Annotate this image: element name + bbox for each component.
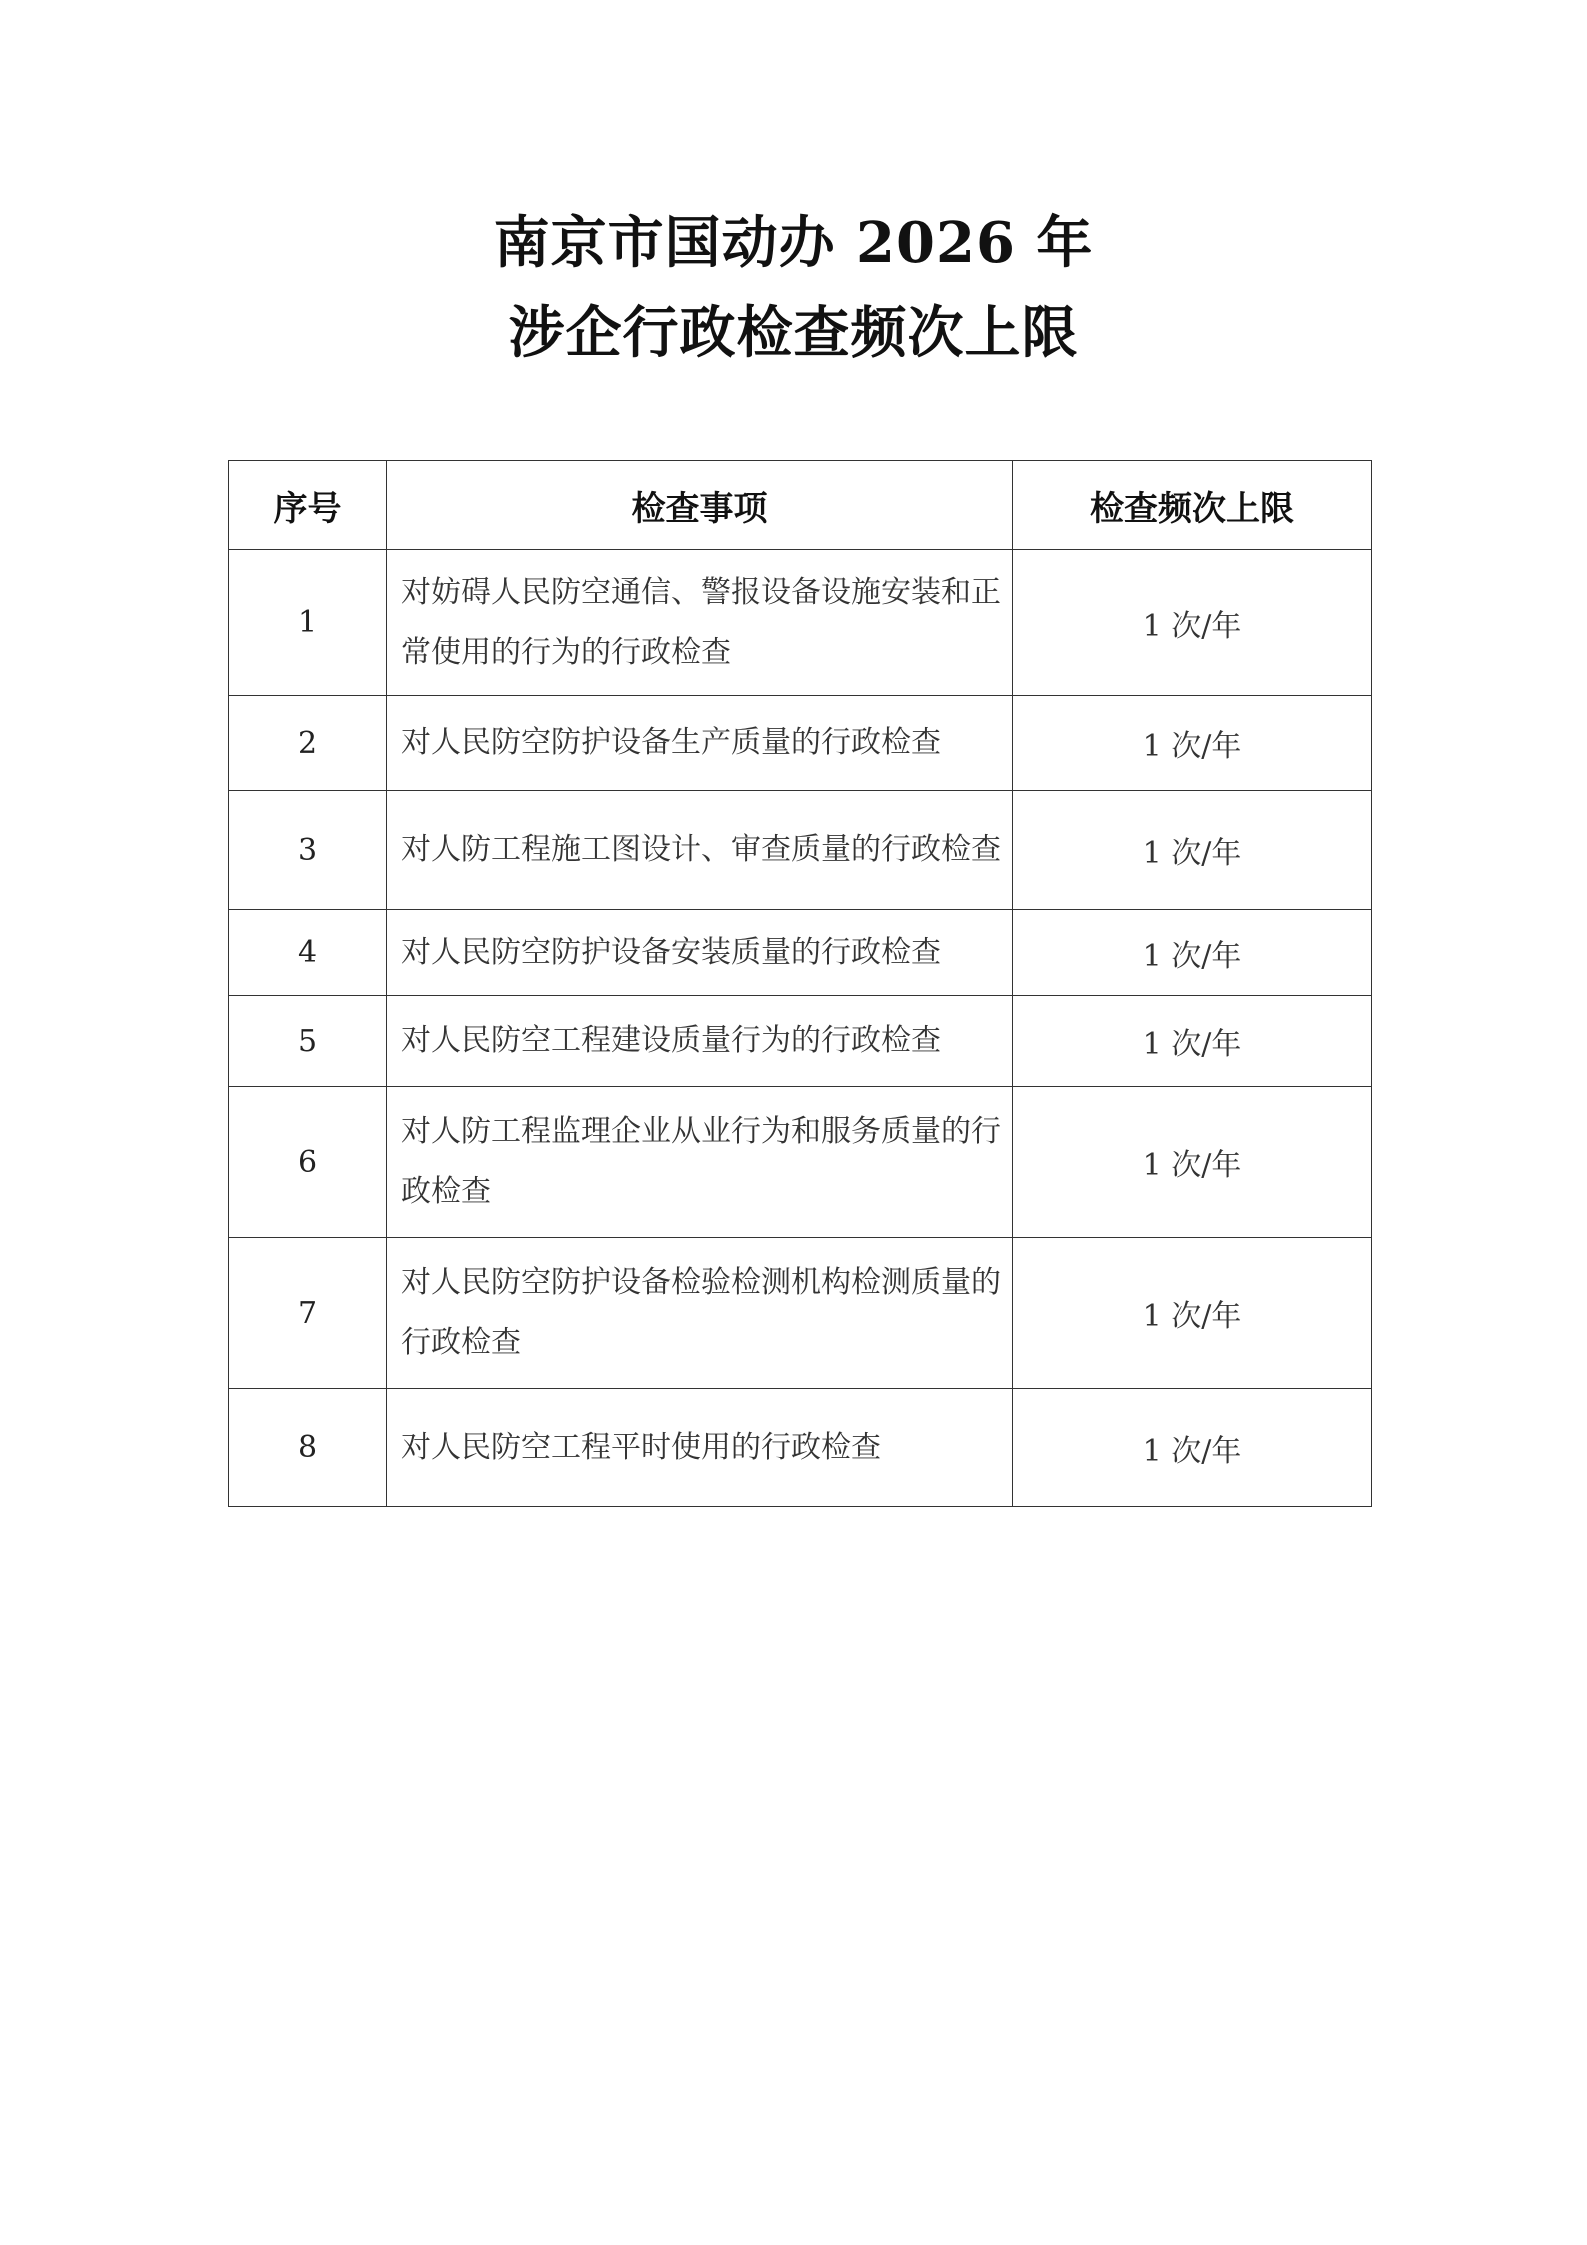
row-freq: 1 次/年 [1013, 1389, 1372, 1507]
row-freq: 1 次/年 [1013, 791, 1372, 910]
row-item: 对人民防空工程建设质量行为的行政检查 [387, 996, 1013, 1087]
row-item: 对人防工程施工图设计、审查质量的行政检查 [387, 791, 1013, 910]
row-freq: 1 次/年 [1013, 996, 1372, 1087]
row-item: 对人民防空防护设备安装质量的行政检查 [387, 910, 1013, 996]
document-title-line-2: 涉企行政检查频次上限 [508, 300, 1079, 366]
row-freq: 1 次/年 [1013, 910, 1372, 996]
row-freq: 1 次/年 [1013, 1238, 1372, 1389]
row-seq: 8 [229, 1389, 387, 1507]
header-freq: 检查频次上限 [1013, 461, 1372, 550]
row-item: 对人民防空防护设备生产质量的行政检查 [387, 696, 1013, 791]
row-item: 对人民防空防护设备检验检测机构检测质量的行政检查 [387, 1238, 1013, 1389]
row-seq: 7 [229, 1238, 387, 1389]
table-row [229, 910, 1372, 996]
table-row [229, 996, 1372, 1087]
row-freq: 1 次/年 [1013, 696, 1372, 791]
row-item: 对妨碍人民防空通信、警报设备设施安装和正常使用的行为的行政检查 [387, 550, 1013, 696]
row-item: 对人民防空工程平时使用的行政检查 [387, 1389, 1013, 1507]
row-freq: 1 次/年 [1013, 550, 1372, 696]
table-header-row [229, 461, 1372, 550]
row-seq: 1 [229, 550, 387, 696]
table-row [229, 550, 1372, 696]
row-seq: 2 [229, 696, 387, 791]
table-row [229, 696, 1372, 791]
row-seq: 4 [229, 910, 387, 996]
table-row [229, 791, 1372, 910]
row-seq: 5 [229, 996, 387, 1087]
row-seq: 6 [229, 1087, 387, 1238]
row-freq: 1 次/年 [1013, 1087, 1372, 1238]
table-row [229, 1238, 1372, 1389]
document-title-line-1: 南京市国动办 2026 年 [493, 210, 1094, 276]
inspection-frequency-table [228, 460, 1372, 1507]
row-seq: 3 [229, 791, 387, 910]
table-row [229, 1389, 1372, 1507]
table-row [229, 1087, 1372, 1238]
header-item: 检查事项 [387, 461, 1013, 550]
header-seq: 序号 [229, 461, 387, 550]
row-item: 对人防工程监理企业从业行为和服务质量的行政检查 [387, 1087, 1013, 1238]
